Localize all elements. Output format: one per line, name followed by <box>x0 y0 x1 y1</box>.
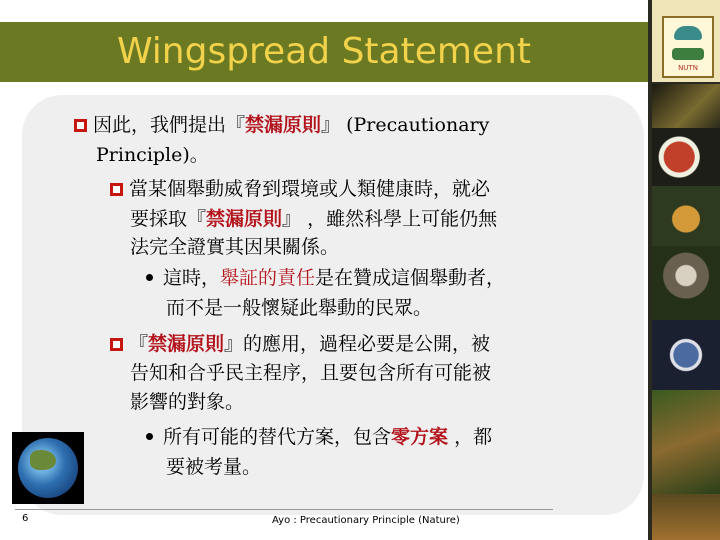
dot-bullet-icon <box>146 274 153 281</box>
bullet-2-text-post: 』 ，雖然科學上可能仍無 <box>282 208 498 230</box>
wildlife-photo-insect-bottom <box>652 494 720 540</box>
bullet-4-line-2: 告知和合乎民主程序，且要包含所有可能被 <box>130 362 492 384</box>
bullet-4-text-pre: 『 <box>129 333 149 355</box>
wildlife-photo-bird <box>652 128 720 186</box>
bullet-5-text-pre: 所有可能的替代方案，包含 <box>163 426 392 448</box>
earth-image <box>12 432 84 504</box>
burden-of-proof-term: 舉証的責任 <box>220 267 316 289</box>
bullet-3-text-post: 是在贊成這個舉動者， <box>315 267 506 289</box>
precautionary-term: 禁漏原則 <box>148 333 225 355</box>
page-number: 6 <box>22 513 29 524</box>
bullet-4-line-3: 影響的對象。 <box>130 391 245 413</box>
bullet-2-line-3: 法完全證實其因果關係。 <box>130 236 340 258</box>
bullet-2-text-pre: 要採取『 <box>130 208 207 230</box>
logo-text: NUTN <box>678 64 698 72</box>
square-bullet-icon <box>74 119 87 132</box>
bullet-2-line-1 <box>110 174 490 201</box>
dot-bullet-icon <box>146 433 153 440</box>
bullet-1-text: 因此，我們提出『 <box>93 114 246 136</box>
bullet-4-line-1 <box>110 329 490 356</box>
bullet-5-line-2: 要被考量。 <box>166 456 262 478</box>
wildlife-photo-octopus <box>652 320 720 390</box>
bullet-3-text-pre: 這時， <box>163 267 221 289</box>
university-logo <box>662 16 714 78</box>
bullet-4-text-post: 』的應用，過程必要是公開，被 <box>224 333 491 355</box>
wildlife-photo-frog <box>652 186 720 246</box>
bullet-5-line-1 <box>146 422 492 449</box>
bullet-5-text-post: ，都 <box>448 426 493 448</box>
square-bullet-icon <box>110 183 123 196</box>
bullet-3-line-1 <box>146 263 505 290</box>
bullet-3-line-2: 而不是一般懷疑此舉動的民眾。 <box>166 297 433 319</box>
wildlife-photo-monkey <box>652 246 720 320</box>
bullet-1-line-2: Principle)。 <box>96 144 209 166</box>
logo-base-icon <box>672 48 704 60</box>
bullet-1-line-1 <box>74 110 489 137</box>
precautionary-term: 禁漏原則 <box>245 114 322 136</box>
bullet-2-line-2 <box>130 204 497 231</box>
wildlife-photo-lizard <box>652 390 720 494</box>
square-bullet-icon <box>110 338 123 351</box>
footer-divider <box>15 509 553 510</box>
bullet-2-text: 當某個舉動威脅到環境或人類健康時，就必 <box>129 178 491 200</box>
wildlife-photo-insect <box>652 84 720 128</box>
logo-bird-icon <box>674 26 702 40</box>
footer-text: Ayo : Precautionary Principle (Nature) <box>272 515 460 526</box>
continent-shape <box>30 450 56 470</box>
precautionary-term: 禁漏原則 <box>206 208 283 230</box>
zero-option-term: 零方案 <box>391 426 449 448</box>
slide-title: Wingspread Statement <box>116 31 532 72</box>
bullet-1-text-end: 』 (Precautionary <box>321 114 490 136</box>
